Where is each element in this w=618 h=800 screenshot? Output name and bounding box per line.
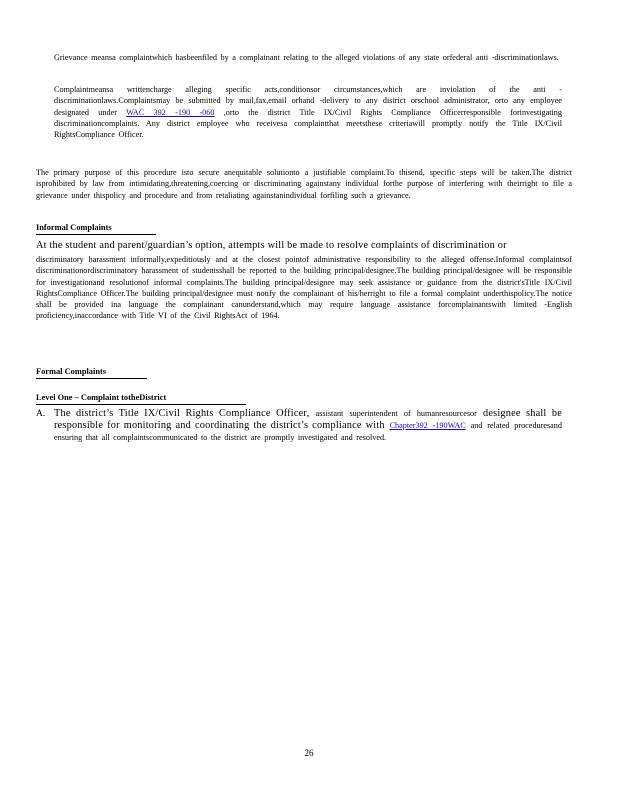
wac-link[interactable]: WAC 392 -190 -060 xyxy=(126,107,215,117)
purpose-paragraph: The primary purpose of this procedure isto secure anequitable solutionto a justifiable complaint.To thisend, specific steps will be taken.The district isprohibited by law from intimidating,threatening,coercing or discriminating againstany individual forthe purpose of interfering with theirright to file a grievance under thispolicy and procedure and from retaliating againstanindividual forfiling such a grievance. xyxy=(36,168,572,200)
informal-paragraph: discriminatory harassment informally,expeditiously and at the closest pointof administrative responsibility to the alleged offense.Informal complaintsof discriminationordiscriminatory harassment of studentsshall be reported to the building principal/designee.The building principal/designee will be responsible for investigationand resolutionof informal complaints.The building principal/designee may seek assistance or guidance from the district'sTitle IX/Civil RightsCompliance Officer.The building principal/designee must notify the complainant of his/herright to file a formal complaint underthispolicy.The notice shall be provided ina language the complainant canunderstand,which may require language assistance forcomplainantswith limited -English proficiency,inaccordance with Title VI of the Civil RightsAct of 1964. xyxy=(36,255,573,321)
item-a-marker: A. xyxy=(36,409,46,419)
level-one-heading: Level One – Complaint totheDistrict xyxy=(36,393,167,402)
grievance-definition: Grievance meansa complaintwhich hasbeenfiled by a complainant relating to the alleged violations of any state orfederal anti -discriminationlaws. xyxy=(54,53,559,62)
informal-complaints-heading: Informal Complaints xyxy=(36,223,112,232)
item-a-lead2: designee shall be responsible for monitoring and coordinating the district’s compliance with xyxy=(54,408,562,431)
bullet-marker xyxy=(36,52,42,61)
item-a-mid: assistant superintendent of humanresourcesor xyxy=(309,409,484,418)
heading-underline xyxy=(36,378,147,379)
item-a-lead: The district’s Title IX/Civil Rights Compliance Officer, xyxy=(54,408,310,419)
heading-underline xyxy=(36,234,156,235)
informal-lead-line: At the student and parent/guardian’s option, attempts will be made to resolve complaints of discrimination or xyxy=(36,240,507,251)
page-number: 26 xyxy=(304,748,314,758)
complaint-definition xyxy=(54,84,562,140)
chapter-wac-link[interactable]: Chapter392 -190WAC xyxy=(389,421,466,430)
item-a-tail: and related proceduresand ensuring that all complaintscommunicated to the district are promptly investigated and resolved. xyxy=(54,421,562,442)
formal-complaints-heading: Formal Complaints xyxy=(36,367,107,376)
item-a-text xyxy=(54,408,562,443)
complaint-definition-text: Complaintmeansa writtencharge alleging specific acts,conditionsor circumstances,which are inviolation of the anti -discriminationlaws.Complaintsmay be submitted by mail,fax,email orhand -delivery to any district orschool administrator, orto any employee designated under xyxy=(54,85,562,117)
bullet-marker xyxy=(36,84,42,93)
heading-underline xyxy=(36,404,246,405)
complaint-definition-tail: ,orto the district Title IX/Civil Rights Compliance Officerresponsible forinvestigating discriminationcomplaints. Any district employee who receivesa complaintthat meetsthese criteriawill promptly notify the Title IX/Civil RightsCompliance Officer. xyxy=(54,107,562,140)
